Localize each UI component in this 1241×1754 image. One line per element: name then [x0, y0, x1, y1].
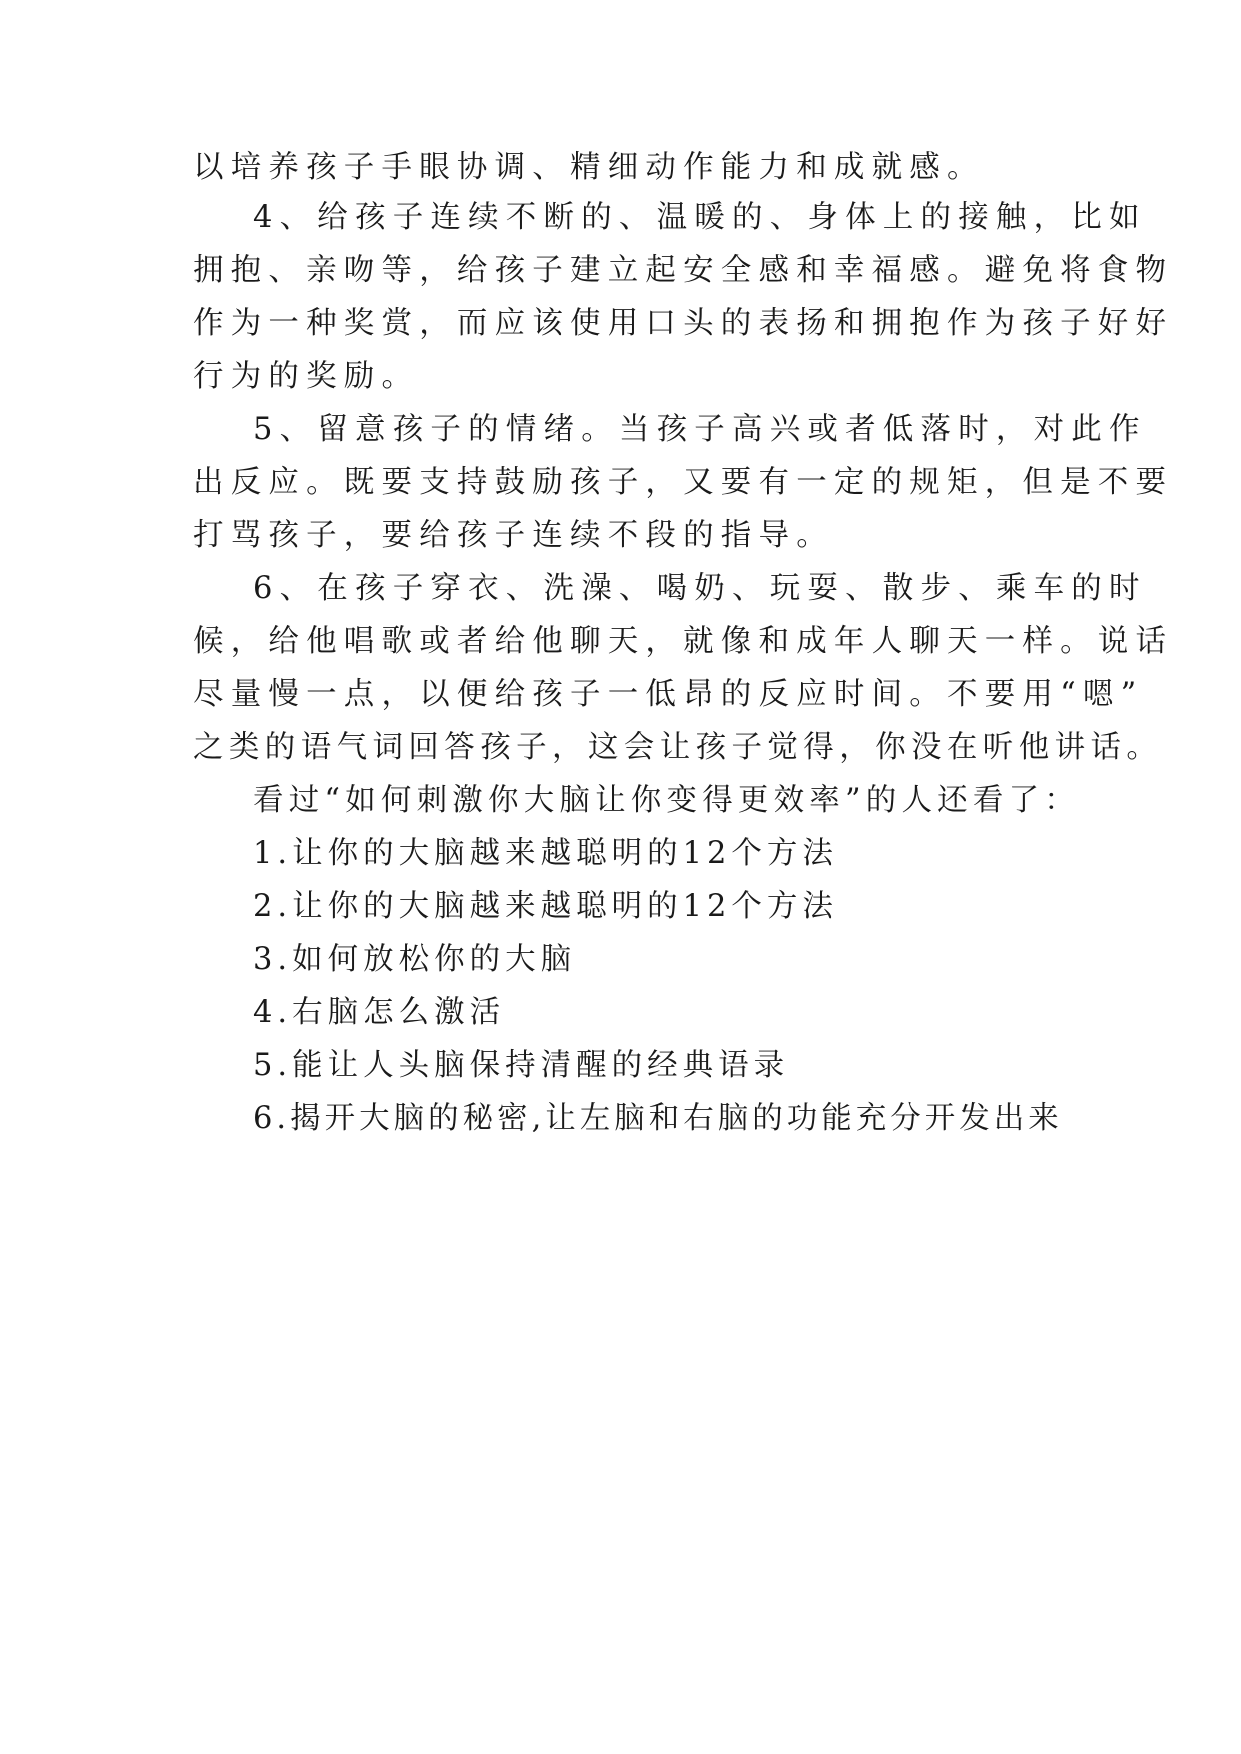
related-link[interactable]: 6.揭开大脑的秘密,让左脑和右脑的功能充分开发出来: [253, 1101, 1063, 1136]
paragraph-line: 行为的奖励。: [193, 359, 420, 394]
paragraph-line: 以培养孩子手眼协调、精细动作能力和成就感。: [193, 150, 985, 185]
related-heading: 看过“如何刺激你大脑让你变得更效率”的人还看了：: [253, 783, 1080, 818]
related-link[interactable]: 5.能让人头脑保持清醒的经典语录: [253, 1048, 790, 1083]
paragraph-line: 之类的语气词回答孩子，这会让孩子觉得，你没在听他讲话。: [193, 730, 1163, 765]
paragraph-line: 拥抱、亲吻等，给孩子建立起安全感和幸福感。避免将食物: [193, 253, 1174, 288]
related-link[interactable]: 1.让你的大脑越来越聪明的12个方法: [253, 836, 838, 871]
paragraph-line: 5、留意孩子的情绪。当孩子高兴或者低落时，对此作: [253, 412, 1147, 447]
paragraph-line: 候，给他唱歌或者给他聊天，就像和成年人聊天一样。说话: [193, 624, 1174, 659]
paragraph-line: 打骂孩子，要给孩子连续不段的指导。: [193, 518, 834, 553]
paragraph-line: 4、给孩子连续不断的、温暖的、身体上的接触，比如: [253, 200, 1147, 235]
related-link[interactable]: 4.右脑怎么激活: [253, 995, 506, 1030]
paragraph-line: 作为一种奖赏，而应该使用口头的表扬和拥抱作为孩子好好: [193, 306, 1174, 341]
related-link[interactable]: 3.如何放松你的大脑: [253, 942, 577, 977]
paragraph-line: 尽量慢一点，以便给孩子一低昂的反应时间。不要用“嗯”: [193, 677, 1144, 712]
paragraph-line: 6、在孩子穿衣、洗澡、喝奶、玩耍、散步、乘车的时: [253, 571, 1147, 606]
related-link[interactable]: 2.让你的大脑越来越聪明的12个方法: [253, 889, 838, 924]
paragraph-line: 出反应。既要支持鼓励孩子，又要有一定的规矩，但是不要: [193, 465, 1174, 500]
